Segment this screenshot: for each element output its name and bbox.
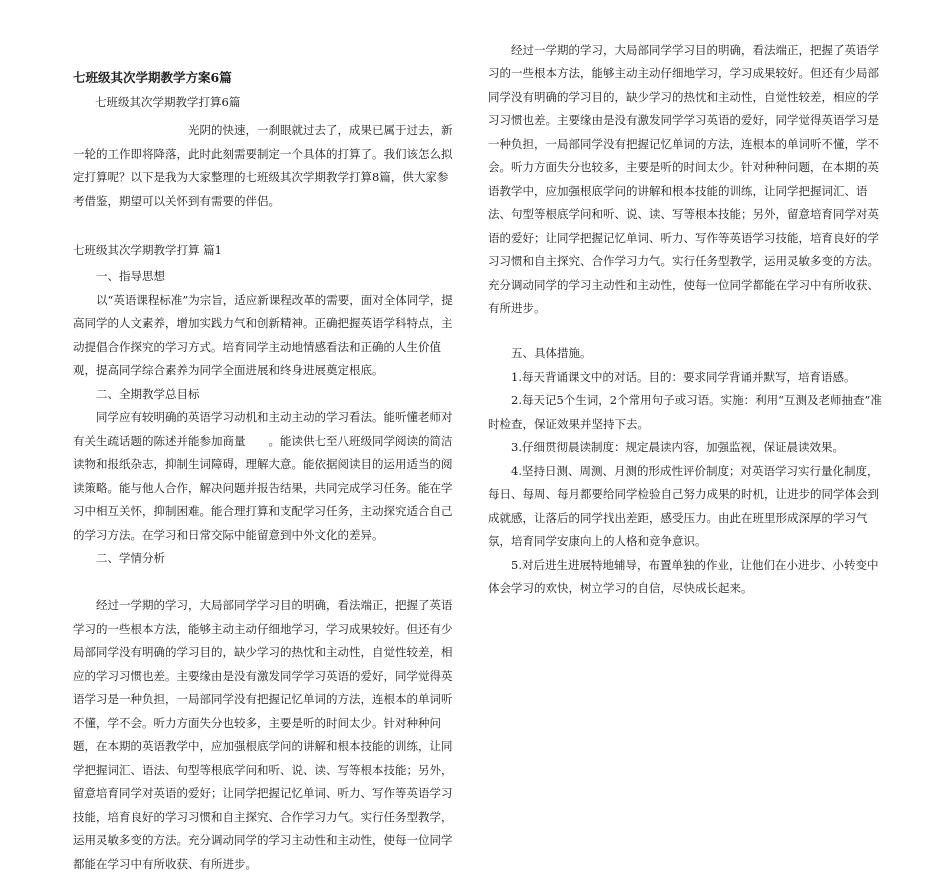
section-5 — [488, 342, 883, 601]
section-1 — [73, 265, 458, 571]
measure-5: 5.对后进生进展特地辅导，布置单独的作业，让他们在小进步、小转变中体会学习的欢快，树立学习的自信，尽快成长起来。 — [488, 557, 879, 595]
left-column — [73, 119, 458, 213]
section-2-text: 同学应有较明确的英语学习动机和主动主动的学习看法。能听懂老师对有关生疏话题的陈述并能参加商量 。能读供七至八班级同学阅读的简洁读物和报纸杂志，抑制生词障碍，理解大意。能依据阅读目的运用适当的阅读策略。能与他人合作，解决问题并报告结果，共同完成学习任务。能在学习中相互关怀，抑制困难。能合理打算和支配学习任务，主动探究适合自己的学习方法。在学习和日常交际中能留意到中外文化的差异。 — [73, 410, 453, 542]
section-3-heading: 二、学情分析 — [96, 551, 165, 565]
document-subtitle: 七班级其次学期教学打算6篇 — [95, 95, 241, 109]
section-5-heading: 五、具体措施。 — [511, 346, 592, 360]
measure-4: 4.坚持日测、周测、月测的形成性评价制度；对英语学习实行量化制度，每日、每周、每月都要给同学检验自己努力成果的时机，让进步的同学体会到成就感，让落后的同学找出差距，感受压力。由此在班里形成深厚的学习气氛，培育同学安康向上的人格和竞争意识。 — [488, 463, 879, 548]
plan-heading: 七班级其次学期教学打算 篇1 — [73, 243, 222, 257]
document-title: 七班级其次学期教学方案6篇 — [73, 70, 232, 85]
measure-2: 2.每天记5个生词，2个常用句子或习语。实施：利用“互测及老师抽查”准时检查，保证效果并坚持下去。 — [488, 393, 882, 431]
section-1-heading: 一、指导思想 — [96, 269, 165, 283]
right-column-continuation — [488, 42, 883, 342]
measure-1: 1.每天背诵课文中的对话。目的：要求同学背诵并默写，培育语感。 — [511, 369, 856, 384]
section-3-text-continued: 经过一学期的学习，大局部同学学习目的明确，看法端正，把握了英语学习的一些根本方法，能够主动主动仔细地学习，学习成果较好。但还有少局部同学没有明确的学习目的，缺少学习的热忱和主动性，自觉性较差，相应的学习习惯也差。主要缘由是没有激发同学学习英语的爱好，同学觉得英语学习是一种负担，一局部同学没有把握记忆单词的方法，连根本的单词听不懂，学不会。听力方面失分也较多，主要是听的时间太少。针对种种问题，在本期的英语教学中，应加强根底学问的讲解和根本技能的训练，让同学把握词汇、语法、句型等根底学问和听、说、读、写等根本技能；另外，留意培育同学对英语的爱好；让同学把握记忆单词、听力、写作等英语学习技能，培育良好的学习习惯和自主探究、合作学习力气。实行任务型教学，运用灵敏多变的方法。充分调动同学的学习主动性和主动性，使每一位同学都能在学习中有所收获、有所进步。 — [488, 42, 879, 315]
section-3-text-start: 经过一学期的学习，大局部同学学习目的明确，看法端正，把握了英语学习的一些根本方法，能够主动主动仔细地学习，学习成果较好。但还有少局部同学没有明确的学习目的，缺少学习的热忱和主动性，自觉性较差，相应的学习习惯也差。主要缘由是没有激发同学学习英语的爱好，同学觉得英语学习是一种负担，一局部同学没有把握记忆单词的方法，连根本的单词听不懂，学不会。听力方面失分也较多，主要是听的时间太少。针对种种问题，在本期的英语教学中，应加强根底学问的讲解和根本技能的训练，让同学把握词汇、语法、句型等根底学问和听、说、读、写等根本技能；另外，留意培育同学对英语的爱好；让同学把握记忆单词、听力、写作等英语学习技能，培育良好的学习习惯和自主探究、合作学习力气。实行任务型教学，运用灵敏多变的方法。充分调动同学的学习主动性和主动性，使每一位同学都能在学习中有所收获、有所进步。 — [73, 598, 453, 871]
measure-3: 3.仔细贯彻晨读制度：规定晨读内容，加强监视，保证晨读效果。 — [511, 440, 844, 454]
section-3-start — [73, 594, 458, 871]
intro-paragraph: 光阴的快速，一刹眼就过去了，成果已属于过去，新一轮的工作即将降落，此时此刻需要制定一个具体的打算了。我们该怎么拟定打算呢？以下是我为大家整理的七班级其次学期教学打算8篇，供大家参考借鉴，期望可以关怀到有需要的伴侣。 — [73, 123, 453, 208]
section-1-text: 以“英语课程标准”为宗旨，适应新课程改革的需要，面对全体同学，提高同学的人文素养，增加实践力气和创新精神。正确把握英语学科特点，主动提倡合作探究的学习方式。培育同学主动地情感看法和正确的人生价值观，提高同学综合素养为同学全面进展和终身进展奠定根底。 — [73, 292, 453, 377]
section-2-heading: 二、全期教学总目标 — [96, 386, 200, 401]
